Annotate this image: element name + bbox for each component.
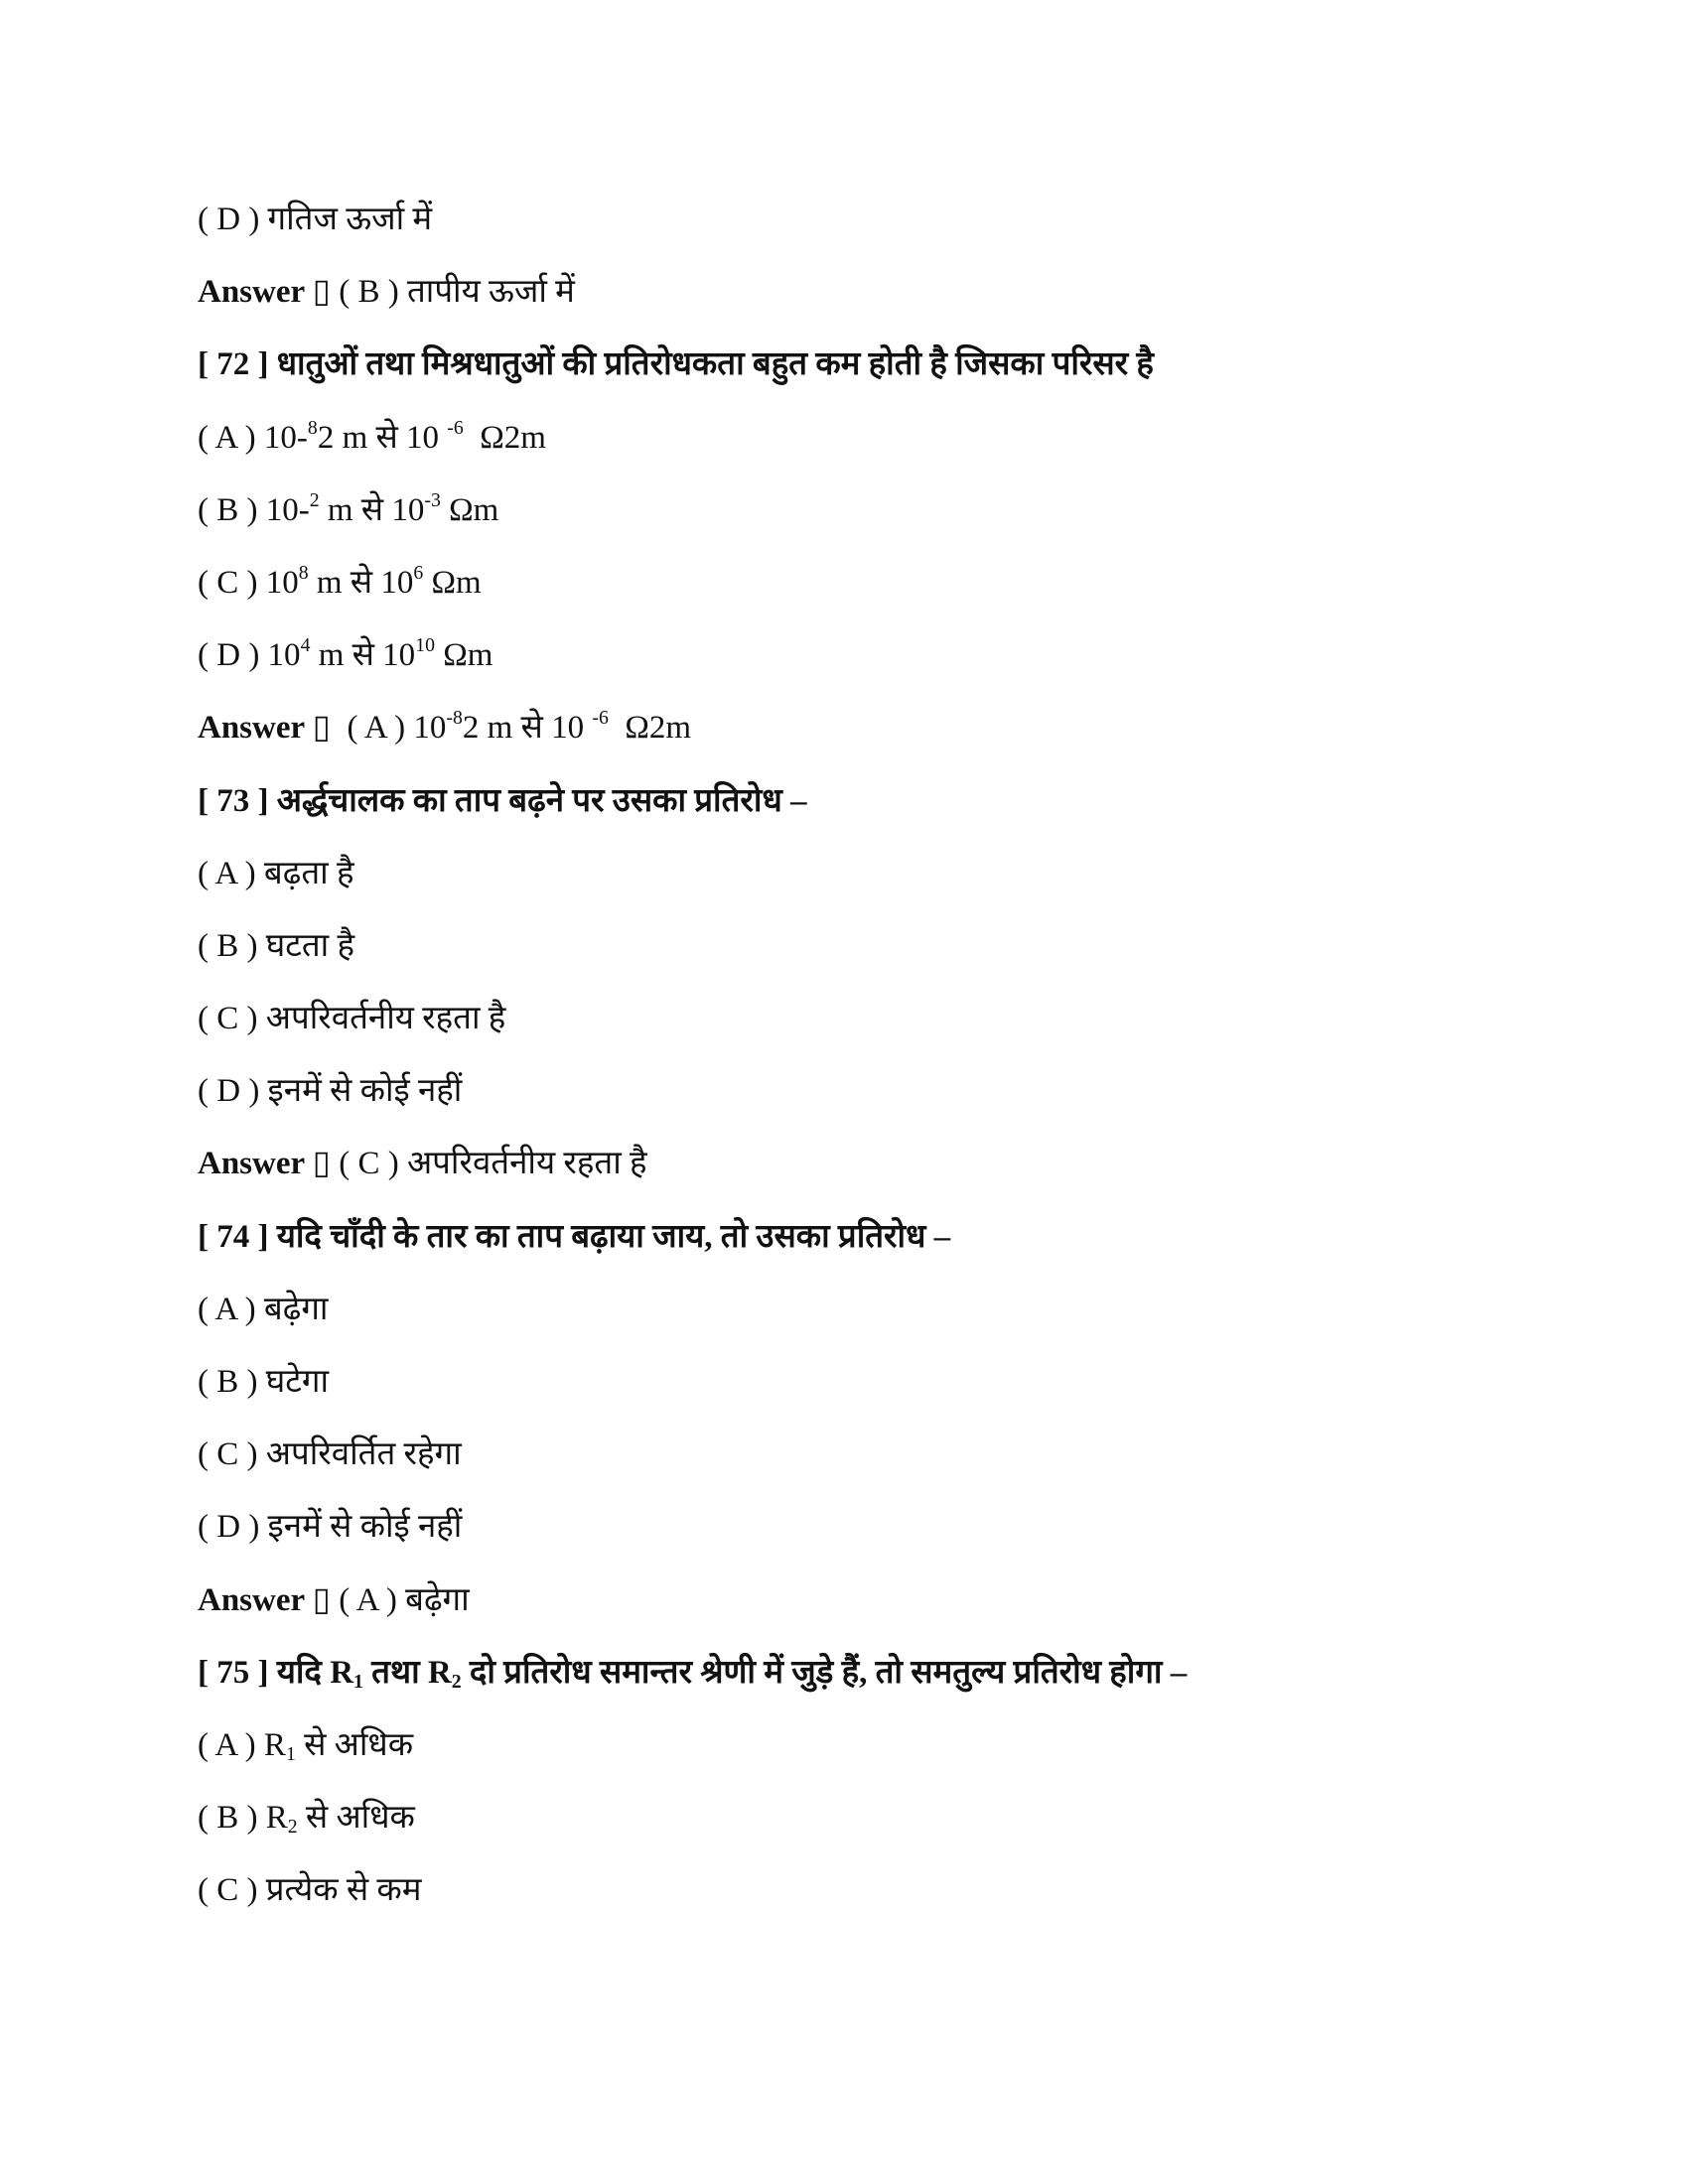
text-segment: दो प्रतिरोध समान्तर श्रेणी में जुड़े हैं, तो समतुल्य प्रतिरोध होगा – xyxy=(461,1654,1188,1691)
text-segment: ( D ) 10 xyxy=(198,637,301,674)
text-segment: ( B ) 10- xyxy=(198,491,310,528)
subscript: 2 xyxy=(287,1816,298,1839)
superscript: 8 xyxy=(298,562,309,585)
text-segment: ( D ) इनमें से कोई नहीं xyxy=(198,1073,463,1110)
text-segment: ( B ) R xyxy=(198,1800,288,1837)
option-line xyxy=(198,547,1589,619)
text-segment: ( A ) बढ़ता है xyxy=(198,855,354,891)
text-segment: [ 75 ] यदि R xyxy=(198,1654,354,1691)
option-line xyxy=(198,1709,1589,1782)
superscript: 2 xyxy=(309,488,320,511)
superscript: -6 xyxy=(447,416,464,439)
text-segment: ( B ) घटेगा xyxy=(198,1364,330,1400)
option-line xyxy=(198,619,1589,692)
text-segment: [ 74 ] यदि चाँदी के तार का ताप बढ़ाया जाय, तो उसका प्रतिरोध – xyxy=(198,1218,951,1255)
answer-label: Answer ▯ xyxy=(198,710,340,747)
answer-line xyxy=(198,1565,1589,1637)
answer-label: Answer ▯ xyxy=(198,1581,340,1618)
text-segment: ( C ) अपरिवर्तित रहेगा xyxy=(198,1436,462,1473)
text-segment: 2 m से 10 xyxy=(462,710,593,747)
option-line xyxy=(198,475,1589,547)
superscript: 4 xyxy=(300,634,311,657)
answer-label: Answer ▯ xyxy=(198,1146,340,1182)
question-text xyxy=(198,1201,1589,1274)
text-segment: ( B ) घटता है xyxy=(198,927,355,964)
text-segment: m से 10 xyxy=(319,491,425,528)
text-segment: Ω2m xyxy=(463,419,546,456)
text-segment: ( C ) 10 xyxy=(198,564,299,601)
option-line xyxy=(198,1055,1589,1128)
question-text xyxy=(198,1637,1589,1709)
text-segment: [ 73 ] अर्द्धचालक का ताप बढ़ने पर उसका प्रतिरोध – xyxy=(198,782,807,819)
text-segment: Ωm xyxy=(440,491,499,528)
text-segment: m से 10 xyxy=(308,564,414,601)
superscript: -3 xyxy=(424,488,441,511)
subscript: 1 xyxy=(353,1670,363,1693)
option-line xyxy=(198,838,1589,910)
option-line xyxy=(198,1782,1589,1854)
question-text xyxy=(198,329,1589,401)
text-segment: m से 10 xyxy=(310,637,416,674)
option-line xyxy=(198,1854,1589,1927)
text-segment: Ω2m xyxy=(608,710,692,747)
option-line xyxy=(198,1346,1589,1419)
text-segment: तथा R xyxy=(362,1654,452,1691)
text-segment: ( C ) प्रत्येक से कम xyxy=(198,1872,422,1909)
answer-line xyxy=(198,256,1589,329)
text-segment: Ωm xyxy=(434,637,493,674)
text-segment: ( A ) बढ़ेगा xyxy=(198,1291,329,1327)
subscript: 1 xyxy=(285,1742,296,1765)
text-segment: [ 72 ] धातुओं तथा मिश्रधातुओं की प्रतिरोधकता बहुत कम होती है जिसका परिसर है xyxy=(198,346,1154,383)
text-segment: ( A ) 10 xyxy=(339,710,447,747)
text-segment: ( A ) R xyxy=(198,1726,286,1763)
text-segment: ( A ) 10- xyxy=(198,419,308,456)
question-text xyxy=(198,765,1589,838)
subscript: 2 xyxy=(451,1670,462,1693)
text-segment: से अधिक xyxy=(295,1726,414,1763)
text-segment: ( D ) गतिज ऊर्जा में xyxy=(198,202,433,237)
text-segment: Ωm xyxy=(423,564,482,601)
option-line xyxy=(198,910,1589,983)
option-line xyxy=(198,1274,1589,1346)
option-line xyxy=(198,1491,1589,1564)
text-segment: ( A ) बढ़ेगा xyxy=(339,1581,470,1618)
text-segment: ( C ) अपरिवर्तनीय रहता है xyxy=(339,1146,647,1182)
superscript: 10 xyxy=(415,634,435,657)
document-body xyxy=(198,184,1589,1928)
option-line xyxy=(198,1419,1589,1491)
superscript: 6 xyxy=(413,562,424,585)
text-segment: 2 m से 10 xyxy=(317,419,448,456)
text-segment: ( B ) तापीय ऊर्जा में xyxy=(339,274,575,311)
answer-line xyxy=(198,692,1589,764)
option-line xyxy=(198,184,1589,256)
superscript: 8 xyxy=(307,416,318,439)
superscript: -6 xyxy=(592,707,609,730)
text-segment: ( C ) अपरिवर्तनीय रहता है xyxy=(198,1001,506,1037)
answer-label: Answer ▯ xyxy=(198,274,340,311)
text-segment: से अधिक xyxy=(297,1800,415,1837)
text-segment: ( D ) इनमें से कोई नहीं xyxy=(198,1509,463,1546)
superscript: -8 xyxy=(446,707,463,730)
option-line xyxy=(198,983,1589,1055)
option-line xyxy=(198,402,1589,475)
answer-line xyxy=(198,1128,1589,1200)
